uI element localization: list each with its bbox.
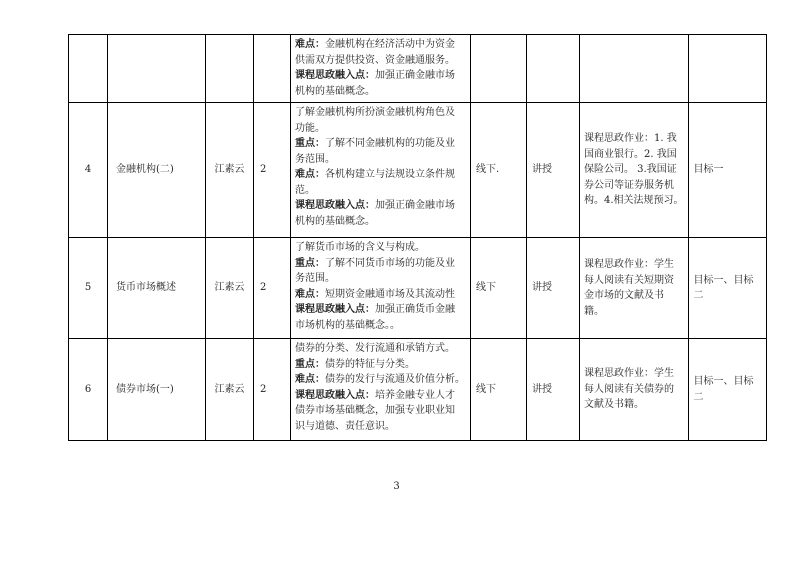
content-line: 机构的基础概念。: [295, 85, 375, 97]
content-line: 供需双方提供投资、资金融通服务。: [295, 54, 455, 66]
homework: [580, 35, 689, 103]
target-line: 目标一: [693, 164, 724, 176]
content-line: 市场机构的基础概念。。: [295, 319, 400, 331]
teaching-content: [291, 238, 471, 339]
table-row: [69, 339, 767, 441]
homework-line: 券公司等证券服务机: [584, 179, 674, 191]
course-schedule-table: [68, 34, 767, 441]
table-row: [69, 35, 767, 103]
content-line: 难点：债券的发行与流通及价值分析。: [295, 374, 465, 385]
teacher-name: 江素云: [206, 339, 254, 441]
teaching-mode: 线下.: [471, 103, 527, 238]
teaching-method: [527, 35, 580, 103]
teaching-content: [291, 103, 471, 238]
lesson-title: 金融机构(二): [108, 103, 206, 238]
target-line: 二: [693, 290, 704, 301]
teaching-mode: 线下: [471, 339, 527, 441]
lesson-title: 债券市场(一): [108, 339, 206, 441]
teaching-method: 讲授: [527, 103, 580, 238]
teaching-mode: [471, 35, 527, 103]
lesson-number: 4: [69, 103, 108, 238]
homework-line: 每人阅读有关短期资: [584, 274, 674, 286]
content-line: 务范围。: [295, 153, 335, 165]
content-line: 课程思政融入点：加强正确金融市场: [295, 70, 455, 81]
homework: [580, 103, 689, 238]
homework-line: 每人阅读有关债券的: [584, 383, 674, 395]
teacher-name: [206, 35, 254, 103]
content-line: 债券市场基础概念，加强专业职业知: [295, 405, 455, 416]
content-line: 机构的基础概念。: [295, 215, 375, 227]
teaching-content: [291, 339, 471, 441]
page-number: 3: [393, 481, 400, 492]
content-line: 重点：了解不同金融机构的功能及业: [295, 138, 455, 149]
content-line: 识与道德、责任意识。: [295, 420, 395, 432]
content-line: 了解金融机构所扮演金融机构角色及: [295, 107, 455, 118]
homework-line: 构。4.相关法规预习。: [584, 195, 684, 207]
content-line: 难点：各机构建立与法规设立条件规: [295, 169, 455, 180]
target-line: 目标一、目标: [693, 274, 754, 286]
content-line: 重点：债券的特征与分类。: [295, 358, 415, 370]
course-schedule-body: [69, 35, 767, 441]
content-line: 课程思政融入点：培养金融专业人才: [295, 389, 455, 401]
homework-line: 文献及书籍。: [584, 399, 644, 411]
teaching-method: 讲授: [527, 339, 580, 441]
course-target: [688, 238, 766, 339]
teacher-name: 江素云: [206, 103, 254, 238]
credit-hours: 2: [254, 103, 291, 238]
credit-hours: 2: [254, 238, 291, 339]
homework-line: 课程思政作业：学生: [584, 368, 674, 380]
lesson-title: 货币市场概述: [108, 238, 206, 339]
content-line: 功能。: [295, 122, 325, 134]
content-line: 债券的分类、发行流通和承销方式。: [295, 343, 455, 354]
homework-line: 保险公司。 3.我国证: [584, 164, 677, 176]
target-line: 二: [693, 391, 704, 403]
teaching-mode: 线下: [471, 238, 527, 339]
homework-line: 金市场的文献及书: [584, 290, 664, 301]
teaching-method: 讲授: [527, 238, 580, 339]
content-line: 难点：短期资金融通市场及其流动性: [295, 288, 455, 300]
lesson-number: [69, 35, 108, 103]
table-row: [69, 103, 767, 238]
teacher-name: 江素云: [206, 238, 254, 339]
content-line: 重点：了解不同货币市场的功能及业: [295, 257, 455, 269]
content-line: 课程思政融入点：加强正确货币金融: [295, 304, 455, 315]
course-target: [688, 103, 766, 238]
content-line: 课程思政融入点：加强正确金融市场: [295, 200, 455, 211]
course-target: [688, 339, 766, 441]
course-target: [688, 35, 766, 103]
content-line: 务范围。: [295, 273, 335, 284]
lesson-title: [108, 35, 206, 103]
credit-hours: 2: [254, 339, 291, 441]
homework-line: 籍。: [584, 305, 604, 317]
credit-hours: [254, 35, 291, 103]
homework-line: 国商业银行。2. 我国: [584, 148, 677, 160]
target-line: 目标一、目标: [693, 376, 754, 387]
lesson-number: 6: [69, 339, 108, 441]
content-line: 难点：金融机构在经济活动中为资金: [295, 39, 455, 50]
homework-line: 课程思政作业：学生: [584, 259, 674, 270]
homework: [580, 238, 689, 339]
table-row: [69, 238, 767, 339]
content-line: 范。: [295, 184, 315, 196]
homework: [580, 339, 689, 441]
homework-line: 课程思政作业：1. 我: [584, 133, 677, 145]
lesson-number: 5: [69, 238, 108, 339]
teaching-content: [291, 35, 471, 103]
content-line: 了解货币市场的含义与构成。: [295, 242, 425, 253]
